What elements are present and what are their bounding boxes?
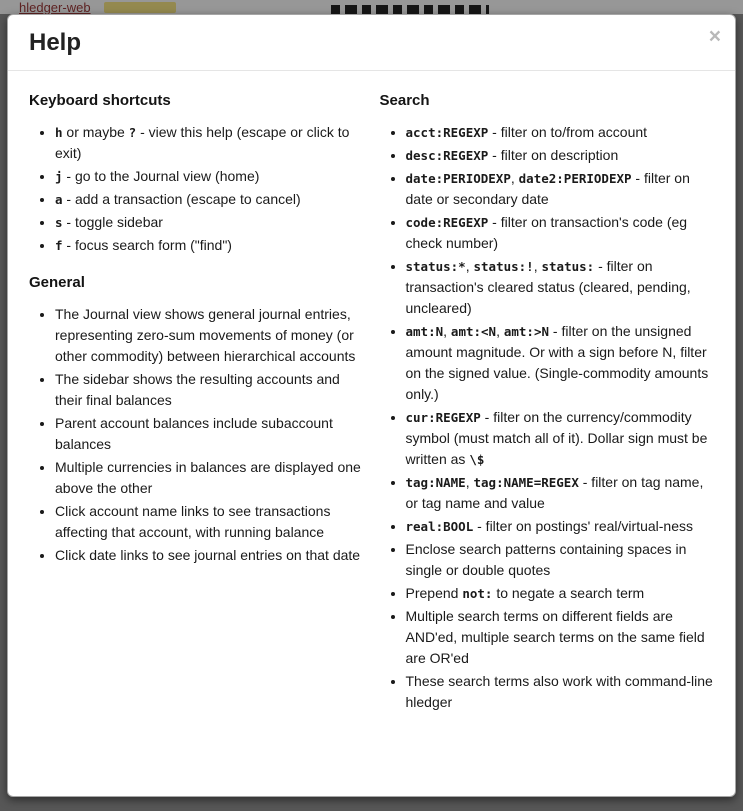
text-segment: - filter on transaction's code (eg check number) (405, 214, 688, 251)
text-segment: Prepend (405, 585, 463, 601)
text-segment: - filter on to/from account (488, 124, 648, 140)
list-item (55, 413, 364, 455)
code-term: a (55, 192, 63, 207)
text-segment: Multiple currencies in balances are displayed one above the other (55, 459, 361, 496)
page-fragment-box (104, 2, 176, 13)
text-segment: - filter on tag name, or tag name and value (405, 474, 704, 511)
text-segment: Multiple search terms on different fields are AND'ed, multiple search terms on the same field are OR'ed (405, 608, 705, 666)
list-item (406, 539, 715, 581)
code-term: h (55, 125, 63, 140)
code-term: not: (462, 586, 493, 601)
text-segment: , (510, 170, 519, 186)
code-term: amt:>N (503, 324, 550, 339)
code-term: \$ (469, 452, 485, 467)
text-segment: Click account name links to see transactions affecting that account, with running balance (55, 503, 331, 540)
text-segment: Enclose search patterns containing spaces in single or double quotes (405, 541, 687, 578)
list-item (55, 212, 364, 233)
keyboard-shortcuts-list (29, 122, 364, 256)
list-item (406, 606, 715, 669)
list-item (406, 212, 715, 254)
text-segment: The Journal view shows general journal entries, representing zero-sum movements of money (or other commodity) between hierarchical accounts (55, 306, 356, 364)
code-term: date2:PERIODEXP (518, 171, 632, 186)
text-segment: Parent account balances include subaccount balances (55, 415, 333, 452)
code-term: desc:REGEXP (405, 148, 489, 163)
code-term: amt:N (405, 324, 444, 339)
text-segment: - filter on the unsigned amount magnitude. Or with a sign before N, filter on the signed value. (Single-commodity amounts only.) (405, 323, 709, 402)
code-term: tag:NAME (405, 475, 466, 490)
modal-body (8, 71, 735, 743)
code-term: cur:REGEXP (405, 410, 481, 425)
list-item (406, 472, 715, 514)
list-item (55, 166, 364, 187)
text-segment: Click date links to see journal entries on that date (55, 547, 361, 563)
code-term: amt:<N (450, 324, 497, 339)
modal-header (8, 15, 735, 71)
list-item (406, 122, 715, 143)
text-segment: - toggle sidebar (62, 214, 163, 230)
list-item (55, 457, 364, 499)
code-term: status:* (405, 259, 466, 274)
text-segment: - filter on date or secondary date (405, 170, 690, 207)
list-item (406, 583, 715, 604)
right-column (380, 84, 715, 723)
text-segment: - filter on the currency/commodity symbol (must match all of it). Dollar sign must be written as (405, 409, 708, 467)
list-item (406, 168, 715, 210)
general-list (29, 304, 364, 566)
list-item (406, 671, 715, 713)
modal-title: Help (29, 29, 82, 56)
left-column (29, 84, 364, 723)
text-segment: , (465, 474, 474, 490)
code-term: s (55, 215, 63, 230)
code-term: ? (128, 125, 137, 140)
text-segment: - filter on description (488, 147, 619, 163)
text-segment: - filter on transaction's cleared status (cleared, pending, uncleared) (405, 258, 691, 316)
code-term: status:! (473, 259, 534, 274)
text-segment: to negate a search term (492, 585, 645, 601)
search-list (380, 122, 715, 713)
code-term: f (55, 238, 63, 253)
list-item (55, 369, 364, 411)
text-segment: , (496, 323, 504, 339)
list-item (55, 304, 364, 367)
help-modal (7, 14, 736, 797)
keyboard-shortcuts-heading: Keyboard shortcuts (29, 92, 171, 109)
list-item (406, 407, 715, 470)
text-segment: , (533, 258, 542, 274)
brand-link: hledger-web (19, 0, 91, 14)
list-item (55, 501, 364, 543)
list-item (406, 256, 715, 319)
text-segment: - view this help (escape or click to exit) (55, 124, 350, 161)
text-segment: or maybe (62, 124, 129, 140)
code-term: j (55, 169, 63, 184)
text-segment: - add a transaction (escape to cancel) (62, 191, 301, 207)
text-segment: - go to the Journal view (home) (62, 168, 260, 184)
code-term: code:REGEXP (405, 215, 489, 230)
list-item (55, 189, 364, 210)
code-term: acct:REGEXP (405, 125, 489, 140)
list-item (55, 545, 364, 566)
text-segment: , (443, 323, 451, 339)
list-item (406, 321, 715, 405)
code-term: date:PERIODEXP (405, 171, 511, 186)
general-heading: General (29, 274, 85, 291)
list-item (55, 122, 364, 164)
close-button[interactable]: × (708, 25, 721, 48)
text-segment: - filter on postings' real/virtual-ness (473, 518, 693, 534)
list-item (406, 145, 715, 166)
code-term: status: (541, 259, 595, 274)
search-heading: Search (379, 92, 430, 109)
list-item (406, 516, 715, 537)
code-term: real:BOOL (405, 519, 474, 534)
text-segment: These search terms also work with command-line hledger (405, 673, 713, 710)
list-item (55, 235, 364, 256)
text-segment: , (465, 258, 474, 274)
page-heading-fragment (331, 5, 489, 14)
code-term: tag:NAME=REGEX (473, 475, 579, 490)
backdrop-page-strip (0, 0, 743, 14)
text-segment: The sidebar shows the resulting accounts and their final balances (55, 371, 340, 408)
text-segment: - focus search form ("find") (62, 237, 232, 253)
